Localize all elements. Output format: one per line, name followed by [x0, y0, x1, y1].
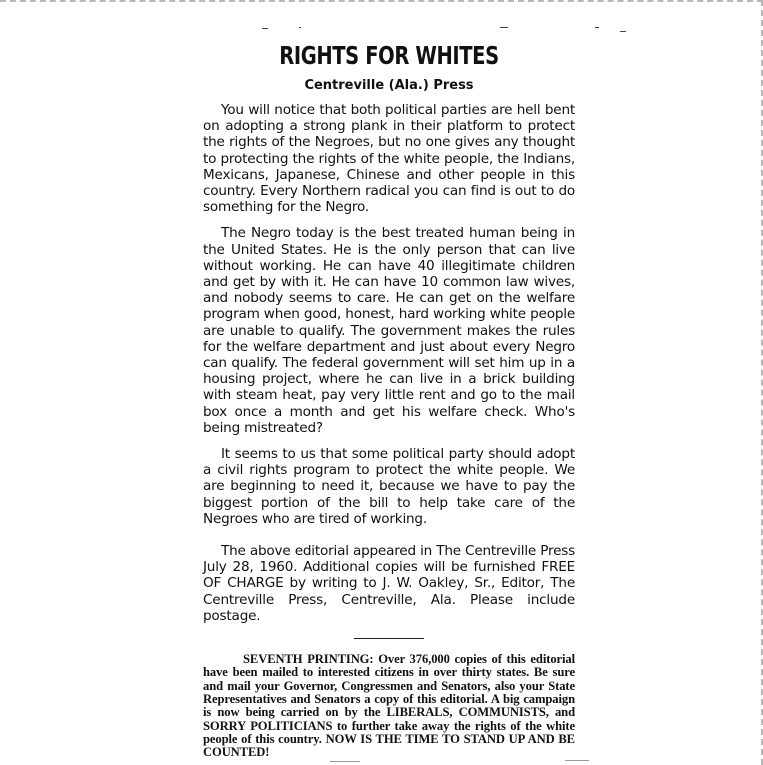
article-paragraph: You will notice that both political parties are hell bent on adopting a strong plank in their platform to protect the rights of the Negroes, but no one gives any thought to protecting the rights of the white people, the Indians, Mexicans, Japanese, Chinese and other people in this country. Every Northern radical you can find is out to do something for the Negro. [203, 102, 575, 216]
editorial-page [203, 40, 575, 759]
article-byline: Centreville (Ala.) Press [304, 78, 474, 93]
printing-footer: SEVENTH PRINTING: Over 376,000 copies of this editorial have been mailed to interested citizens in over thirty states. Be sure and mail your Governor, Congressmen and Senators, also your State Representatives and Senators a copy of this editorial. A big campaign is now being carried on by the LIBERALS, COMMUNISTS, and SORRY POLITICIANS to further take away the rights of the white people of this country. NOW IS THE TIME TO STAND UP AND BE COUNTED! [203, 652, 575, 760]
dashed-right-border [759, 0, 763, 765]
scan-speck [330, 761, 360, 762]
dashed-top-border [0, 0, 763, 4]
scan-speck [262, 28, 268, 29]
scan-speck [620, 31, 626, 32]
divider-rule [354, 638, 424, 639]
scan-speck [299, 27, 301, 28]
scan-speck [595, 27, 599, 28]
scan-speck [565, 760, 589, 761]
article-title: RIGHTS FOR WHITES [279, 41, 499, 70]
scan-speck [500, 27, 508, 28]
editorial-note: The above editorial appeared in The Centreville Press July 28, 1960. Additional copies will be furnished FREE OF CHARGE by writing to J. W. Oakley, Sr., Editor, The Centreville Press, Centreville, Ala. Please include postage. [203, 543, 575, 624]
article-paragraph: It seems to us that some political party should adopt a civil rights program to protect the white people. We are beginning to need it, because we have to pay the biggest portion of the bill to help take care of the Negroes who are tired of working. [203, 446, 575, 527]
article-paragraph: The Negro today is the best treated human being in the United States. He is the only person that can live without working. He can have 40 illegitimate children and get by with it. He can have 10 common law wives, and nobody seems to care. He can get on the welfare program when good, honest, hard working white people are unable to qualify. The government makes the rules for the welfare department and just about every Negro can qualify. The federal government will set him up in a housing project, where he can live in a brick building with steam heat, pay very little rent and go to the mail box once a month and get his welfare check. Who's being mistreated? [203, 225, 575, 436]
